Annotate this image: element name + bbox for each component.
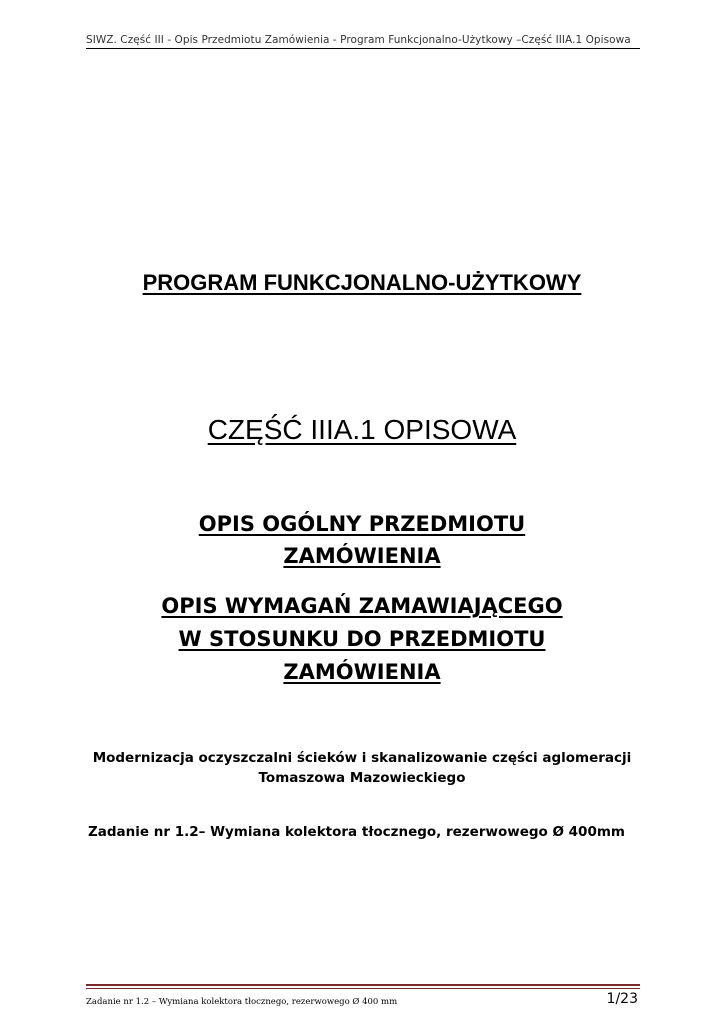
footer-divider-thick [86,984,640,986]
requirements-heading-line3: ZAMÓWIENIA [283,660,441,684]
header-divider [86,48,640,49]
requirements-heading-line2: W STOSUNKU DO PRZEDMIOTU [178,627,546,651]
page-footer: Zadanie nr 1.2 – Wymiana kolektora tłocznego, rezerwowego Ø 400 mm [86,997,398,1007]
project-name-line1: Modernizacja oczyszczalni ścieków i skanalizowanie części aglomeracji [92,750,632,766]
task-title: Zadanie nr 1.2– Wymiana kolektora tłocznego, rezerwowego Ø 400mm [88,824,625,840]
project-name-line2: Tomaszowa Mazowieckiego [258,770,466,786]
requirements-heading [0,590,724,689]
general-description-heading [0,508,724,572]
part-title: CZĘŚĆ IIIA.1 OPISOWA [207,414,517,445]
project-name [0,748,724,788]
footer-divider-thin [86,988,640,989]
general-heading-line2: ZAMÓWIENIA [283,544,441,568]
document-title: PROGRAM FUNKCJONALNO-UŻYTKOWY [142,270,582,295]
general-heading-line1: OPIS OGÓLNY PRZEDMIOTU [198,512,526,536]
page-header: SIWZ. Część III - Opis Przedmiotu Zamówienia - Program Funkcjonalno-Użytkowy –Część IIIA.1 Opisowa [86,34,631,46]
requirements-heading-line1: OPIS WYMAGAŃ ZAMAWIAJĄCEGO [161,594,563,618]
page-number: 1/23 [606,991,638,1007]
